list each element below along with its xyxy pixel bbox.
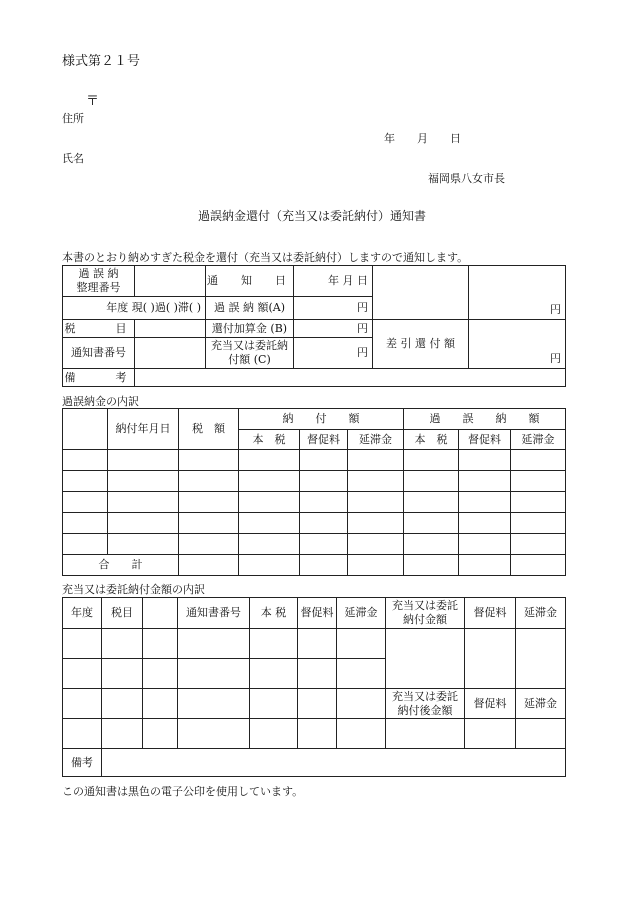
kagonou-unit: 円 [294, 297, 373, 320]
table-row [63, 513, 566, 534]
tsuchisho-label: 通知書番号 [63, 338, 135, 369]
s1-group-over: 過 誤 納 額 [404, 409, 566, 430]
document-title: 過誤納金還付（充当又は委託納付）通知書 [198, 209, 427, 223]
table-row [63, 719, 566, 749]
seiri-label: 過 誤 納 整理番号 [63, 266, 135, 297]
table-row [63, 689, 566, 719]
tsuchi-bi-label: 通 知 日 [206, 266, 294, 297]
form-number: 様式第２１号 [62, 54, 141, 69]
s2-right-tokusoku: 督促料 [465, 598, 516, 629]
summary-table [62, 265, 566, 387]
bikou-label: 備 考 [63, 369, 135, 387]
bikou-value [135, 369, 566, 387]
s1-sub: 延滞金 [348, 430, 404, 450]
s2-h-tokusoku: 督促料 [298, 598, 337, 629]
s1-col-date: 納付年月日 [108, 409, 179, 450]
zeimoku-label: 税 目 [63, 320, 135, 338]
s2-h-blank [143, 598, 178, 629]
table-row [63, 534, 566, 555]
seiri-value [135, 266, 206, 297]
allocation-table [62, 597, 566, 777]
table-row [63, 450, 566, 471]
name-label: 氏名 [62, 152, 84, 165]
blank-cell [373, 266, 469, 320]
s1-sub: 督促料 [300, 430, 348, 450]
date-line: 年 月 日 [384, 132, 461, 145]
s2-bikou-value [102, 749, 566, 777]
kagonou-label: 過 誤 納 額(A) [206, 297, 294, 320]
s2-right-mid: 充当又は委託 納付後金額 [386, 689, 465, 719]
address-label: 住所 [62, 112, 84, 125]
tsuchisho-value [135, 338, 206, 369]
zeimoku-value [135, 320, 206, 338]
overpayment-table [62, 408, 566, 576]
kanpu-kasan-unit: 円 [294, 320, 373, 338]
s1-blank-header [63, 409, 108, 450]
nendo-label: 年度 現( )過( )滞( ) [63, 297, 206, 320]
postal-mark: 〒 [86, 94, 100, 109]
s2-right-mid-entai: 延滞金 [516, 689, 566, 719]
intro-text: 本書のとおり納めすぎた税金を還付（充当又は委託納付）しますので通知します。 [62, 251, 469, 264]
tsuchi-bi-value: 年 月 日 [294, 266, 373, 297]
section2-title: 充当又は委託納付金額の内訳 [62, 583, 205, 596]
issuer: 福岡県八女市長 [428, 172, 505, 185]
s2-bikou-label: 備考 [63, 749, 102, 777]
table-row [63, 629, 566, 659]
s1-total-label: 合 計 [63, 555, 179, 576]
s1-col-tax: 税 額 [179, 409, 239, 450]
s2-h-honzei: 本 税 [250, 598, 298, 629]
s1-sub: 督促料 [459, 430, 511, 450]
s2-h-tsuchisho: 通知書番号 [178, 598, 250, 629]
juutou-label: 充当又は委託納 付額 (C) [206, 338, 294, 369]
s2-h-nendo: 年度 [63, 598, 102, 629]
s1-sub: 本 税 [404, 430, 459, 450]
s2-right-entai: 延滞金 [516, 598, 566, 629]
juutou-unit: 円 [294, 338, 373, 369]
section1-title: 過誤納金の内訳 [62, 395, 139, 408]
s2-h-zeimoku: 税目 [102, 598, 143, 629]
kanpu-kasan-label: 還付加算金 (B) [206, 320, 294, 338]
table-row [63, 492, 566, 513]
sashihiki-label: 差 引 還 付 額 [373, 320, 469, 369]
s2-h-entai: 延滞金 [337, 598, 386, 629]
s1-sub: 延滞金 [511, 430, 566, 450]
footer-note: この通知書は黒色の電子公印を使用しています。 [62, 785, 304, 798]
right-unit-top: 円 [469, 266, 566, 320]
sashihiki-unit: 円 [469, 320, 566, 369]
table-row [63, 471, 566, 492]
s1-sub: 本 税 [239, 430, 300, 450]
s1-group-paid: 納 付 額 [239, 409, 404, 430]
s2-right-top: 充当又は委託 納付金額 [386, 598, 465, 629]
s2-right-mid-tokusoku: 督促料 [465, 689, 516, 719]
